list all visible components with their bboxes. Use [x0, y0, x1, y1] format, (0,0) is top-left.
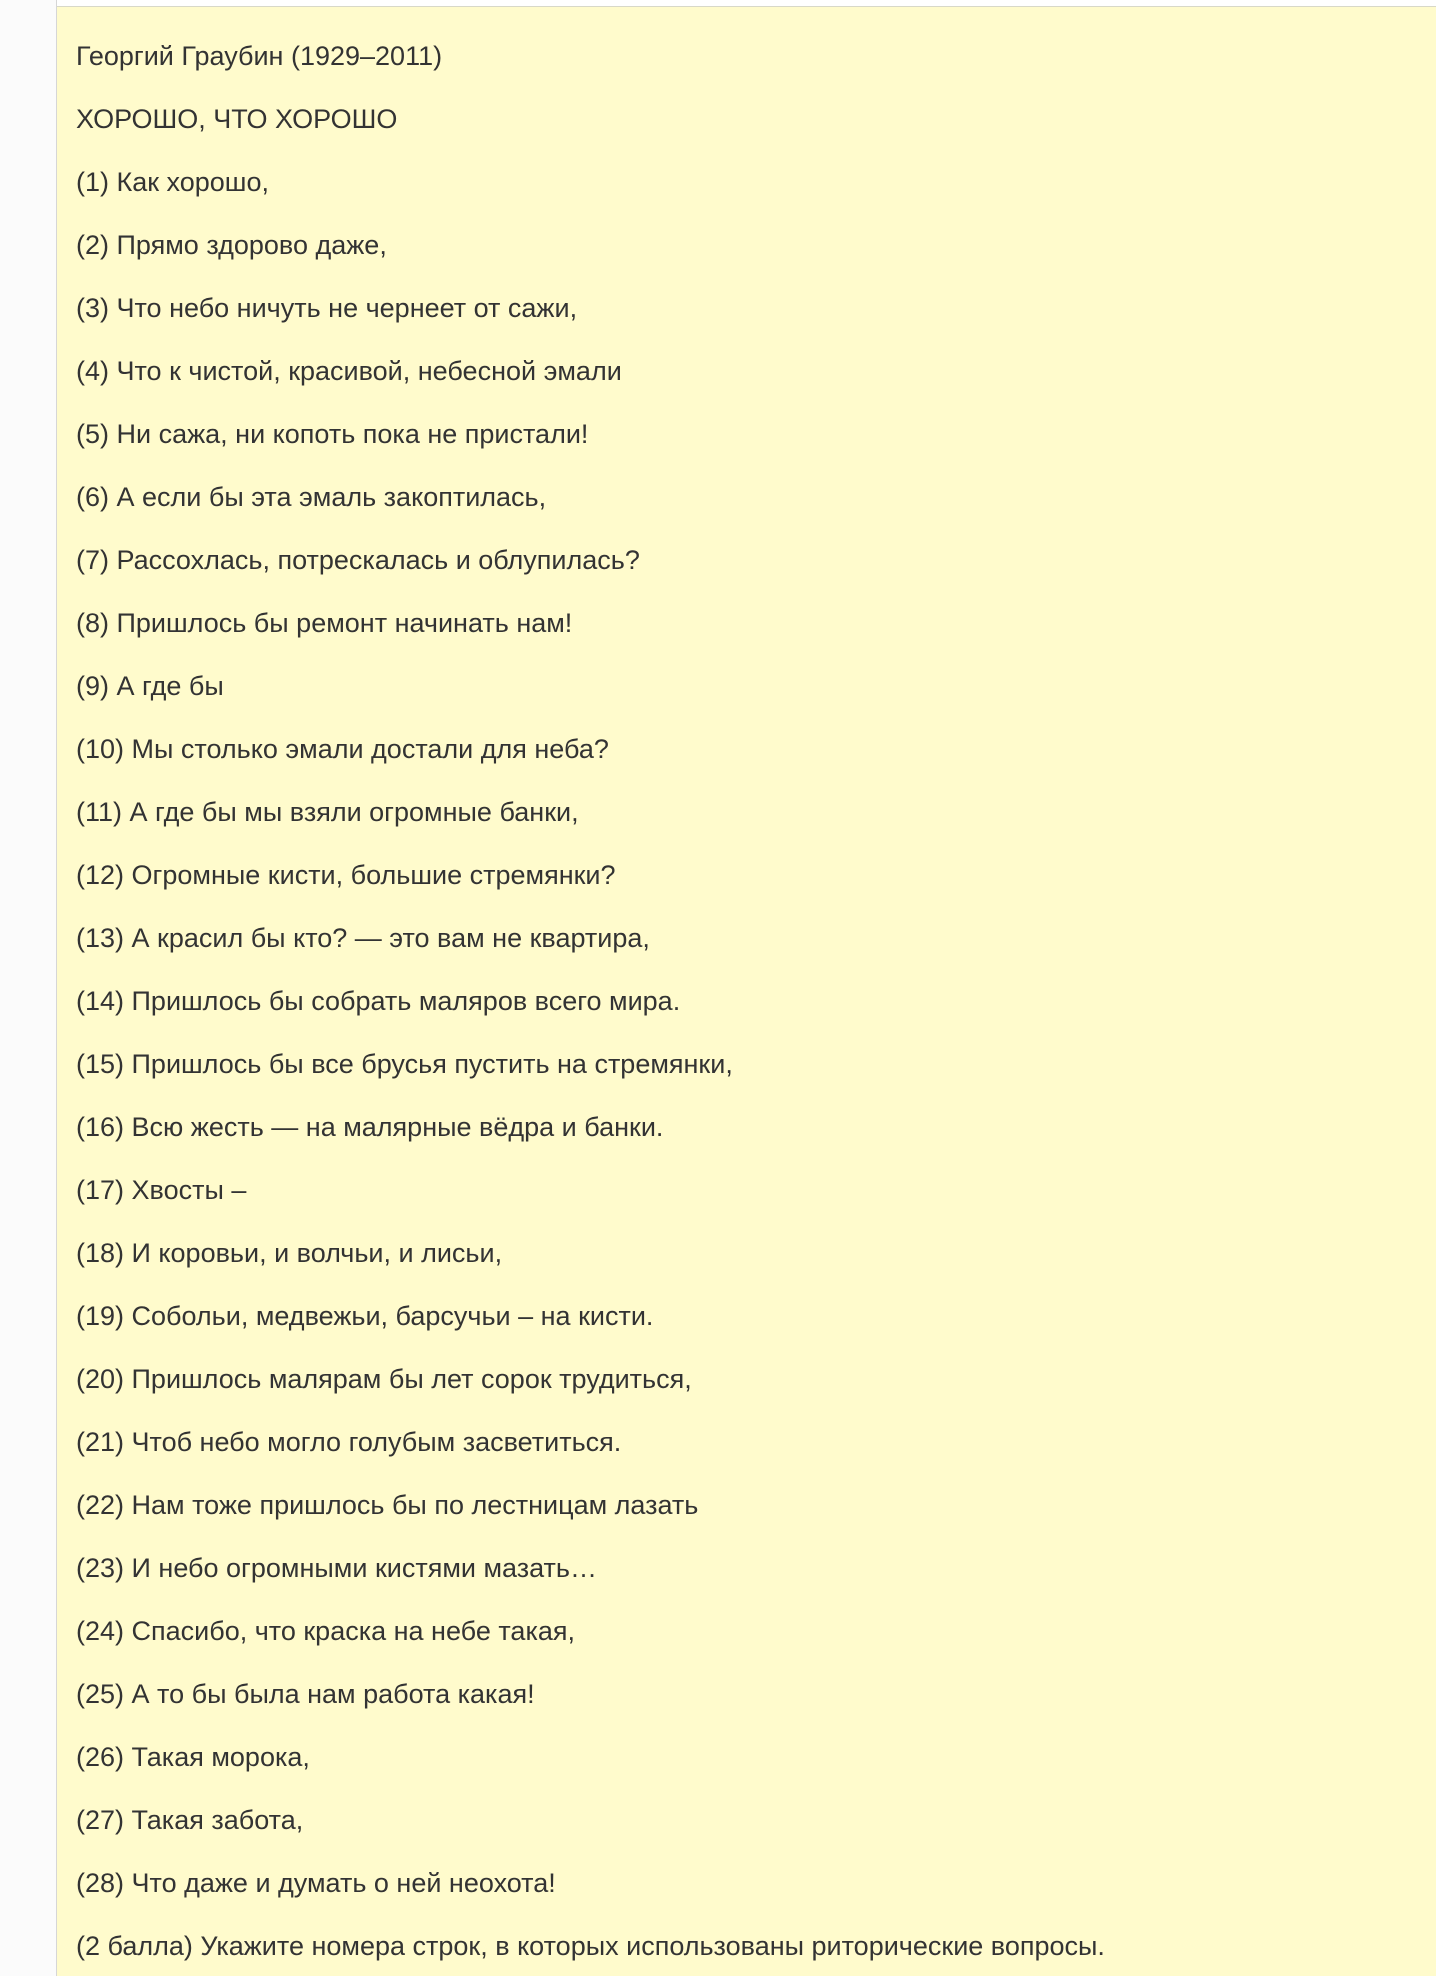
poem-line: (9) А где бы	[76, 671, 224, 701]
poem-line: (3) Что небо ничуть не чернеет от сажи,	[76, 293, 578, 323]
poem-line: (17) Хвосты –	[76, 1175, 247, 1205]
poem-line: (12) Огромные кисти, большие стремянки?	[76, 860, 616, 890]
poem-line: (16) Всю жесть — на малярные вёдра и банки.	[76, 1112, 664, 1142]
poem-line: (15) Пришлось бы все брусья пустить на стремянки,	[76, 1049, 733, 1079]
left-gutter	[0, 0, 57, 1976]
poem-line: (23) И небо огромными кистями мазать…	[76, 1553, 597, 1583]
poem-line: (28) Что даже и думать о ней неохота!	[76, 1868, 556, 1898]
poem-line: (13) А красил бы кто? — это вам не квартира,	[76, 923, 650, 953]
poem-content	[76, 25, 1416, 1976]
poem-line: (20) Пришлось малярам бы лет сорок трудиться,	[76, 1364, 692, 1394]
task-panel	[57, 6, 1436, 1976]
poem-line: (21) Чтоб небо могло голубым засветиться.	[76, 1427, 622, 1457]
poem-line: (24) Спасибо, что краска на небе такая,	[76, 1616, 575, 1646]
poem-line: (4) Что к чистой, красивой, небесной эмали	[76, 356, 622, 386]
poem-line: (22) Нам тоже пришлось бы по лестницам лазать	[76, 1490, 699, 1520]
poem-line: (10) Мы столько эмали достали для неба?	[76, 734, 609, 764]
poem-line: (25) А то бы была нам работа какая!	[76, 1679, 535, 1709]
poem-line: (2) Прямо здорово даже,	[76, 230, 387, 260]
poem-line: (14) Пришлось бы собрать маляров всего мира.	[76, 986, 681, 1016]
poem-line: (5) Ни сажа, ни копоть пока не пристали!	[76, 419, 589, 449]
poem-line: (8) Пришлось бы ремонт начинать нам!	[76, 608, 573, 638]
author-line: Георгий Граубин (1929–2011)	[76, 41, 443, 71]
poem-line: (7) Рассохлась, потрескалась и облупилась?	[76, 545, 640, 575]
poem-line: (6) А если бы эта эмаль закоптилась,	[76, 482, 547, 512]
poem-line: (11) А где бы мы взяли огромные банки,	[76, 797, 579, 827]
poem-line: (18) И коровьи, и волчьи, и лисьи,	[76, 1238, 503, 1268]
poem-line: (19) Собольи, медвежьи, барсучьи – на кисти.	[76, 1301, 654, 1331]
poem-line: (1) Как хорошо,	[76, 167, 269, 197]
poem-line: (27) Такая забота,	[76, 1805, 304, 1835]
task-question: (2 балла) Укажите номера строк, в которых использованы риторические вопросы.	[76, 1931, 1105, 1961]
poem-title: ХОРОШО, ЧТО ХОРОШО	[76, 104, 398, 134]
poem-line: (26) Такая морока,	[76, 1742, 310, 1772]
